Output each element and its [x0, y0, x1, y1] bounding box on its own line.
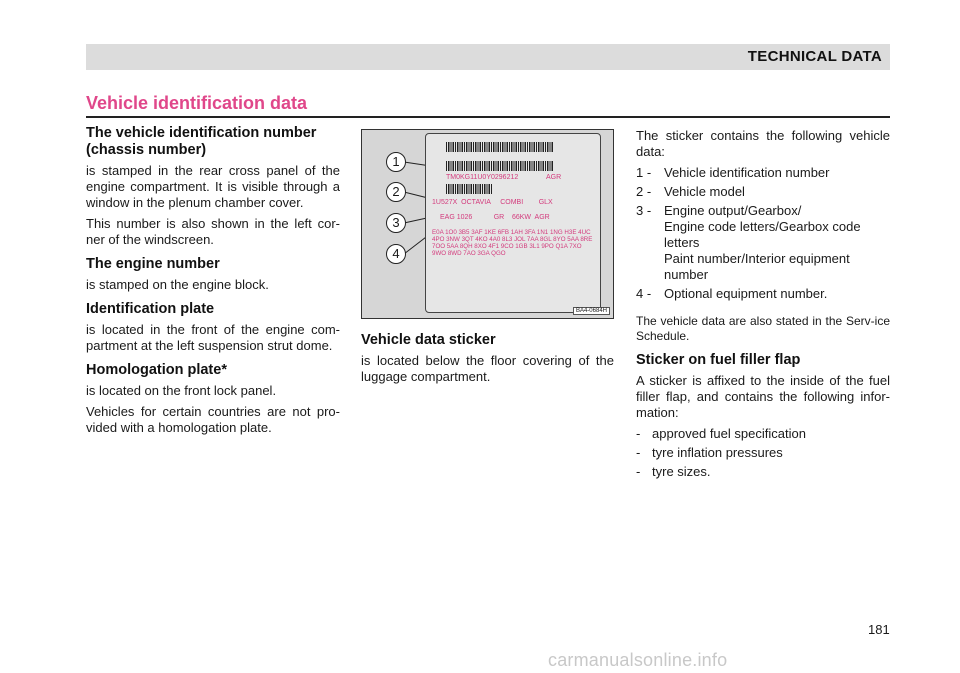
header-bar: [86, 44, 890, 70]
identification-plate-heading: Identification plate: [86, 301, 215, 317]
callout-1: 1: [386, 152, 406, 172]
section-rule: [86, 116, 890, 118]
identification-plate-paragraph: is located in the front of the engine com-partment at the left suspension strut dome.: [86, 322, 340, 353]
left-column: [86, 125, 340, 441]
list-item: - tyre inflation pressures: [636, 445, 783, 460]
figure-label: BA4-0684H: [573, 307, 610, 315]
list-item: 1 - Vehicle identification number: [636, 165, 830, 180]
sticker-agr: AGR: [546, 174, 562, 181]
vin-paragraph-2: This number is also shown in the left cor-ner of the windscreen.: [86, 216, 340, 247]
vin-paragraph-1: is stamped in the rear cross panel of the engine compartment. It is visible through a window in the plenum chamber cover.: [86, 163, 340, 210]
sticker: [425, 133, 601, 313]
fuel-sticker-list: [636, 426, 890, 480]
watermark: carmanualsonline.info: [548, 650, 728, 670]
barcode-2: [446, 161, 554, 171]
sticker-engine-line: EAG 1026 GR 66KW AGR: [440, 214, 550, 221]
callout-3: 3: [386, 213, 406, 233]
sticker-model-line: 1U527X OCTAVIA COMBI GLX: [432, 199, 553, 206]
homologation-plate-heading: Homologation plate*: [86, 362, 227, 378]
homologation-paragraph-1: is located on the front lock panel.: [86, 383, 277, 398]
barcode-3: [446, 184, 492, 194]
vehicle-data-sticker-paragraph: is located below the floor covering of the luggage compartment.: [361, 353, 614, 384]
vin-heading: The vehicle identification number (chassis number): [86, 125, 317, 158]
engine-number-heading: The engine number: [86, 256, 220, 272]
fuel-filler-flap-heading: Sticker on fuel filler flap: [636, 352, 801, 368]
header-title: TECHNICAL DATA: [747, 48, 882, 65]
engine-number-paragraph: is stamped on the engine block.: [86, 277, 269, 292]
list-item: 3 - Engine output/Gearbox/ Engine code letters/Gearbox code letters Paint number/Interior equipment number: [636, 203, 861, 282]
callout-2: 2: [386, 182, 406, 202]
sticker-vin: TM0KG11U0Y0296212: [446, 174, 519, 181]
list-item: 2 - Vehicle model: [636, 184, 745, 199]
sticker-contents-list: [636, 165, 890, 302]
homologation-paragraph-2: Vehicles for certain countries are not pro-vided with a homologation plate.: [86, 404, 340, 435]
list-item: 4 - Optional equipment number.: [636, 286, 828, 301]
sticker-option-codes: E0A 1O0 3B5 3AF 1KE 6FB 1AH 3FA 1N1 1NG H3E 4UC 4PO 3NW 3QT 4KO 4A0 8L3 JOL 7AA 8GL 8YO 5AA 8RE 7OO 5AA 8QH 8XO 4F1 9CO 1GB 3L1 9PO Q1A 7XO 9WO 8WD 7AO 3GA QGO: [432, 229, 593, 257]
middle-column: [361, 332, 614, 390]
sticker-contents-intro: The sticker contains the following vehicle data:: [636, 128, 890, 159]
list-item: - approved fuel specification: [636, 426, 806, 441]
section-title: Vehicle identification data: [86, 93, 308, 113]
fuel-filler-flap-paragraph: A sticker is affixed to the inside of the fuel filler flap, and contains the following infor-mation:: [636, 373, 890, 420]
service-schedule-note: The vehicle data are also stated in the Serv-ice Schedule.: [636, 314, 890, 343]
vehicle-data-sticker-figure: [361, 129, 614, 319]
list-item: - tyre sizes.: [636, 464, 711, 479]
page-number: 181: [868, 622, 890, 637]
right-column: [636, 128, 890, 486]
vehicle-data-sticker-heading: Vehicle data sticker: [361, 332, 496, 348]
callout-4: 4: [386, 244, 406, 264]
barcode-1: [446, 142, 554, 152]
